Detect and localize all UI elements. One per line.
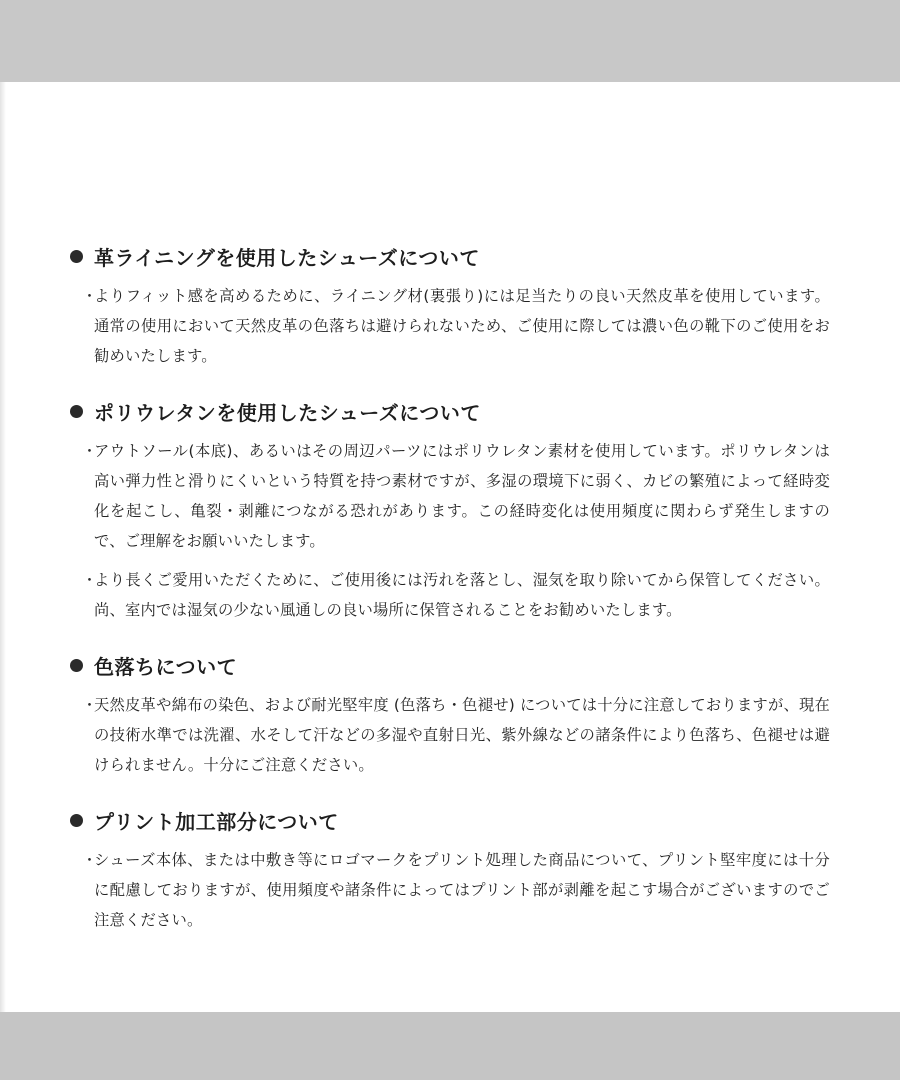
section-polyurethane (70, 397, 830, 625)
paragraph-bullet-icon: ・ (82, 571, 98, 589)
section-heading-text: 革ライニングを使用したシューズについて (94, 246, 480, 270)
section-heading (70, 651, 830, 680)
paragraph (70, 845, 830, 935)
section-heading-text: 色落ちについて (94, 655, 238, 679)
section-heading-text: プリント加工部分について (94, 810, 339, 834)
paragraph (70, 436, 830, 556)
section-heading (70, 242, 830, 271)
bottom-background-band (0, 1012, 900, 1080)
paragraph-bullet-icon: ・ (82, 442, 98, 460)
paragraph-text: よりフィット感を高めるために、ライニング材(裏張り)には足当たりの良い天然皮革を使用しています。通常の使用において天然皮革の色落ちは避けられないため、ご使用に際しては濃い色の靴下のご使用をお勧めいたします。 (94, 287, 830, 365)
bullet-dot-icon (70, 405, 83, 418)
paragraph-text: 天然皮革や綿布の染色、および耐光堅牢度 (色落ち・色褪せ) については十分に注意しておりますが、現在の技術水準では洗濯、水そして汗などの多湿や直射日光、紫外線などの諸条件により色落ち、色褪せは避けられません。十分にご注意ください。 (94, 696, 830, 774)
top-background-band (0, 0, 900, 82)
section-heading-text: ポリウレタンを使用したシューズについて (94, 401, 481, 425)
section-heading (70, 397, 830, 426)
document-sheet (0, 82, 900, 1012)
paragraph-text: より長くご愛用いただくために、ご使用後には汚れを落とし、湿気を取り除いてから保管してください。尚、室内では湿気の少ない風通しの良い場所に保管されることをお勧めいたします。 (94, 571, 830, 619)
paragraph-text: シューズ本体、または中敷き等にロゴマークをプリント処理した商品について、プリント堅牢度には十分に配慮しておりますが、使用頻度や諸条件によってはプリント部が剥離を起こす場合がございますのでご注意ください。 (94, 851, 830, 929)
paragraph-bullet-icon: ・ (82, 287, 98, 305)
paragraph (70, 281, 830, 371)
bullet-dot-icon (70, 659, 83, 672)
paragraph-bullet-icon: ・ (82, 696, 98, 714)
bullet-dot-icon (70, 250, 83, 263)
document-content (70, 242, 830, 961)
bullet-dot-icon (70, 814, 83, 827)
paragraph-bullet-icon: ・ (82, 851, 98, 869)
paragraph (70, 690, 830, 780)
paragraph-text: アウトソール(本底)、あるいはその周辺パーツにはポリウレタン素材を使用しています。ポリウレタンは高い弾力性と滑りにくいという特質を持つ素材ですが、多湿の環境下に弱く、カビの繁殖によって経時変化を起こし、亀裂・剥離につながる恐れがあります。この経時変化は使用頻度に関わらず発生しますので、ご理解をお願いいたします。 (94, 442, 830, 550)
section-heading (70, 806, 830, 835)
section-print-processing (70, 806, 830, 935)
paragraph (70, 565, 830, 625)
section-leather-lining (70, 242, 830, 371)
section-color-fading (70, 651, 830, 780)
